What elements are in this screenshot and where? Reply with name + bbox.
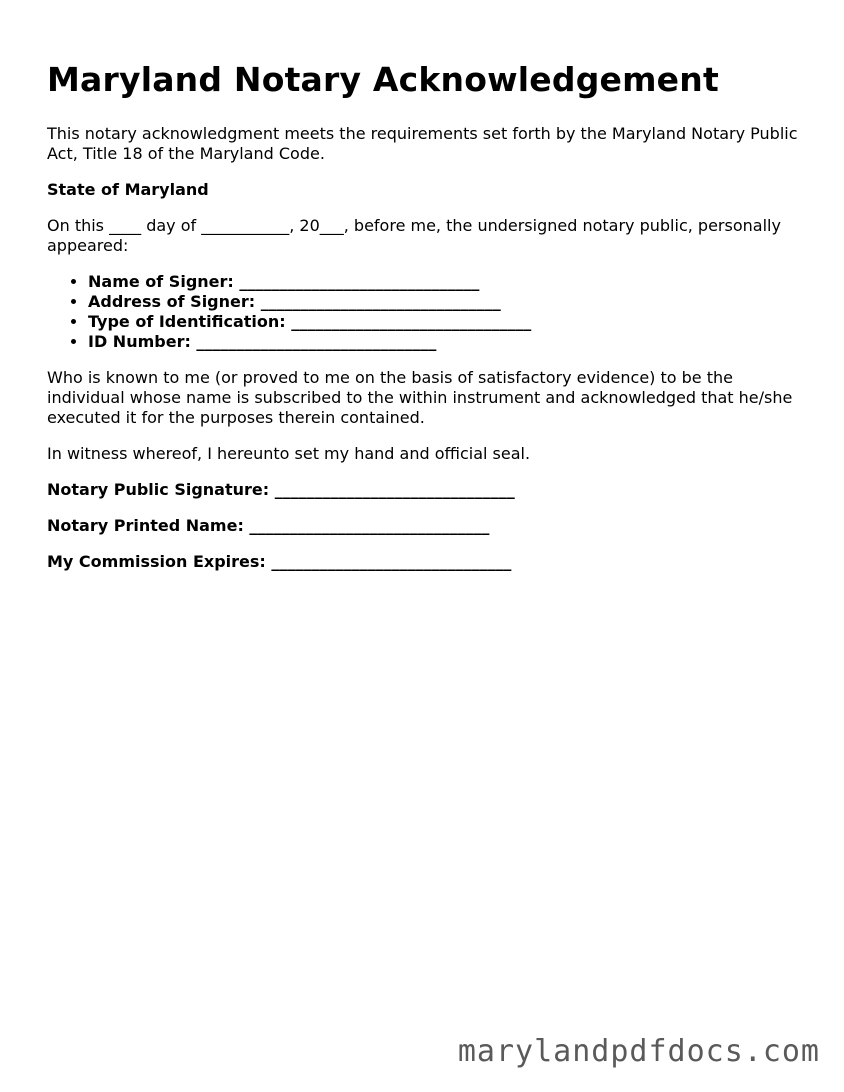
document-title: Maryland Notary Acknowledgement bbox=[47, 60, 719, 99]
signer-fields-list bbox=[47, 272, 807, 352]
signer-address-field: • Address of Signer: ______________________________ bbox=[88, 292, 807, 312]
id-number-field: • ID Number: ______________________________ bbox=[88, 332, 807, 352]
document-page bbox=[47, 60, 807, 588]
known-paragraph: Who is known to me (or proved to me on the basis of satisfactory evidence) to be the individual whose name is subscribed to the within instrument and acknowledged that he/she executed it for the purposes therein contained. bbox=[47, 368, 793, 427]
watermark-text: marylandpdfdocs.com bbox=[457, 1034, 820, 1069]
notary-printed-name-field: Notary Printed Name: ______________________________ bbox=[47, 516, 490, 535]
state-heading: State of Maryland bbox=[47, 180, 209, 199]
notary-signature-field: Notary Public Signature: ______________________________ bbox=[47, 480, 515, 499]
witness-paragraph: In witness whereof, I hereunto set my hand and official seal. bbox=[47, 444, 531, 463]
commission-expires-field: My Commission Expires: ______________________________ bbox=[47, 552, 512, 571]
appearance-paragraph: On this ____ day of ___________, 20___, before me, the undersigned notary public, personally appeared: bbox=[47, 216, 781, 255]
identification-type-field: • Type of Identification: ______________________________ bbox=[88, 312, 807, 332]
signer-name-field: • Name of Signer: ______________________________ bbox=[88, 272, 807, 292]
intro-paragraph: This notary acknowledgment meets the requirements set forth by the Maryland Notary Public Act, Title 18 of the Maryland Code. bbox=[47, 124, 798, 163]
